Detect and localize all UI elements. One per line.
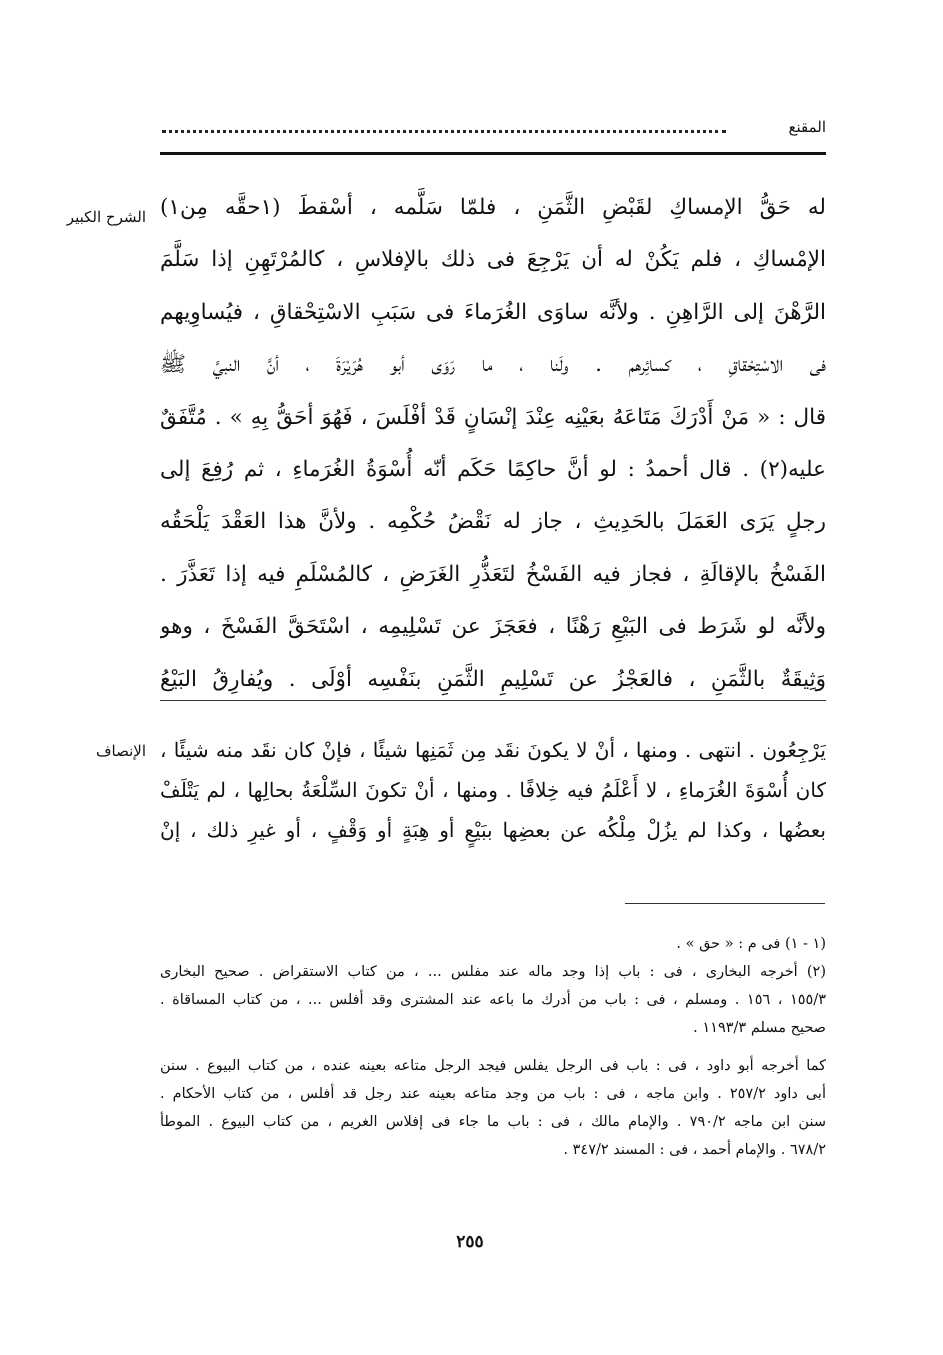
text-line: الإمْساكِ ، فلم يَكُنْ له أن يَرْجِعَ فى ذلك بالإفلاسِ ، كالمُرْتَهِنِ إذا سَلَّمَ: [160, 247, 826, 273]
footnotes: [160, 930, 826, 1164]
text-line: ولأنَّه لو شَرَط فى البَيْعِ رَهْنًا ، فعَجَزَ عن تَسْلِيمِه ، اسْتَحَقَّ الفَسْخَ ، وهو: [160, 614, 826, 640]
section-divider: [160, 700, 826, 701]
running-head-title: المقنع: [788, 118, 826, 136]
footnote-line: ١٥٥/٣ ، ١٥٦ . ومسلم ، فى : باب من أدرك ما باعه عند المشترى وقد أفلس ... ، من كتاب المساقاة .: [160, 992, 826, 1008]
dotted-leader: [162, 130, 726, 133]
text-line: وَثِيقَةٌ بالثَّمَنِ ، فالعَجْزُ عن تَسْلِيمِ الثَّمَنِ بنَفْسِه أوْلَى . ويُفارِقُ البَيْعُ: [160, 666, 826, 692]
insaf-label: الإنصاف: [95, 742, 146, 760]
sharh-label: الشرح الكبير: [66, 208, 146, 226]
text-line: عليه(٢) . قال أحمدُ : لو أنَّ حاكِمًا حَكَم أنّه أُسْوَةُ الغُرَماءِ ، ثم رُفِعَ إلى: [160, 457, 826, 483]
footnote-line: سنن ابن ماجه ٧٩٠/٢ . والإمام مالك ، فى : باب ما جاء فى إفلاس الغريم ، من كتاب البيوع . الموطأ: [160, 1114, 826, 1130]
text-line: يَرْجِعُون . انتهى . ومنها ، أنْ لا يكونَ نقَد مِن ثَمَنِها شيئًا ، فإنْ كان نقَد منه شيئًا ،: [160, 738, 826, 762]
footnote-rule: [625, 903, 825, 904]
footnote-gap: [160, 1042, 826, 1052]
text-line: كان أُسْوَةَ الغُرَماءِ ، لا أَعْلَمُ فيه خِلافًا . ومنها ، أنْ تكونَ السِّلْعَةُ بحالِها ، لم يَتْلَفْ: [160, 778, 826, 802]
header-rule: [160, 152, 826, 155]
insaf-text: [160, 730, 826, 850]
footnote-line: كما أخرجه أبو داود ، فى : باب فى الرجل يفلس فيجد الرجل متاعه بعينه عنده ، من كتاب البيوع . سنن: [160, 1058, 826, 1074]
text-line: رجلٍ يَرَى العَمَلَ بالحَدِيثِ ، جاز له نَقْضُ حُكْمِه . ولأنَّ هذا العَقْدَ يَلْحَقُه: [160, 509, 826, 535]
footnote-line: (١ - ١) فى م : « حق » .: [676, 936, 826, 952]
footnote-line: أبى داود ٢٥٧/٢ . وابن ماجه ، فى : باب من وجد متاعه بعينه عند رجل قد أفلس ، من كتاب الأحكام .: [160, 1086, 826, 1102]
text-line: فى الاسْتِحْقاقِ ، كسائِرهم . ولَنا ، ما رَوَى أبو هُرَيْرَةَ ، أنَّ النبيَّ ﷺ: [160, 352, 826, 378]
text-line: الفَسْخُ بالإقالَةِ ، فجاز فيه الفَسْخُ لتَعَذُّرِ الغَرَضِ ، كالمُسْلَمِ فيه إذا تَعَذَّرَ .: [160, 561, 826, 587]
sharh-text: [160, 182, 826, 706]
text-line: الرَّهْنَ إلى الرَّاهِنِ . ولأنَّه ساوَى الغُرَماءَ فى سَبَبِ الاسْتِحْقاقِ ، فيُساوِيهم: [160, 299, 826, 325]
footnote-line: ٦٧٨/٢ . والإمام أحمد ، فى : المسند ٣٤٧/٢ .: [563, 1142, 826, 1158]
text-line: له حَقُّ الإمساكِ لقَبْضِ الثَّمَنِ ، فلمّا سَلَّمه ، أسْقطَ (١حقَّه مِن١): [160, 195, 826, 220]
text-line: بعضُها ، وكذا لم يزُلْ مِلْكُه عن بعضِها ببَيْعٍ أو هِبَةٍ أو وَقْفٍ ، أو غيرِ ذلك ، إنْ: [160, 818, 826, 842]
footnote-line: (٢) أخرجه البخارى ، فى : باب إذا وجد ماله عند مفلس ... ، من كتاب الاستقراض . صحيح البخارى: [160, 964, 826, 980]
running-head: [86, 118, 826, 144]
text-line: قال : « مَنْ أَدْرَكَ مَتَاعَهُ بعَيْنِه عِنْدَ إنْسَانٍ قَدْ أفْلَسَ ، فَهُوَ أحَقُّ بِهِ » . مُتَّفَقٌ: [160, 404, 826, 430]
page-number: ٢٥٥: [456, 1232, 484, 1252]
footnote-line: صحيح مسلم ١١٩٣/٣ .: [693, 1020, 826, 1036]
